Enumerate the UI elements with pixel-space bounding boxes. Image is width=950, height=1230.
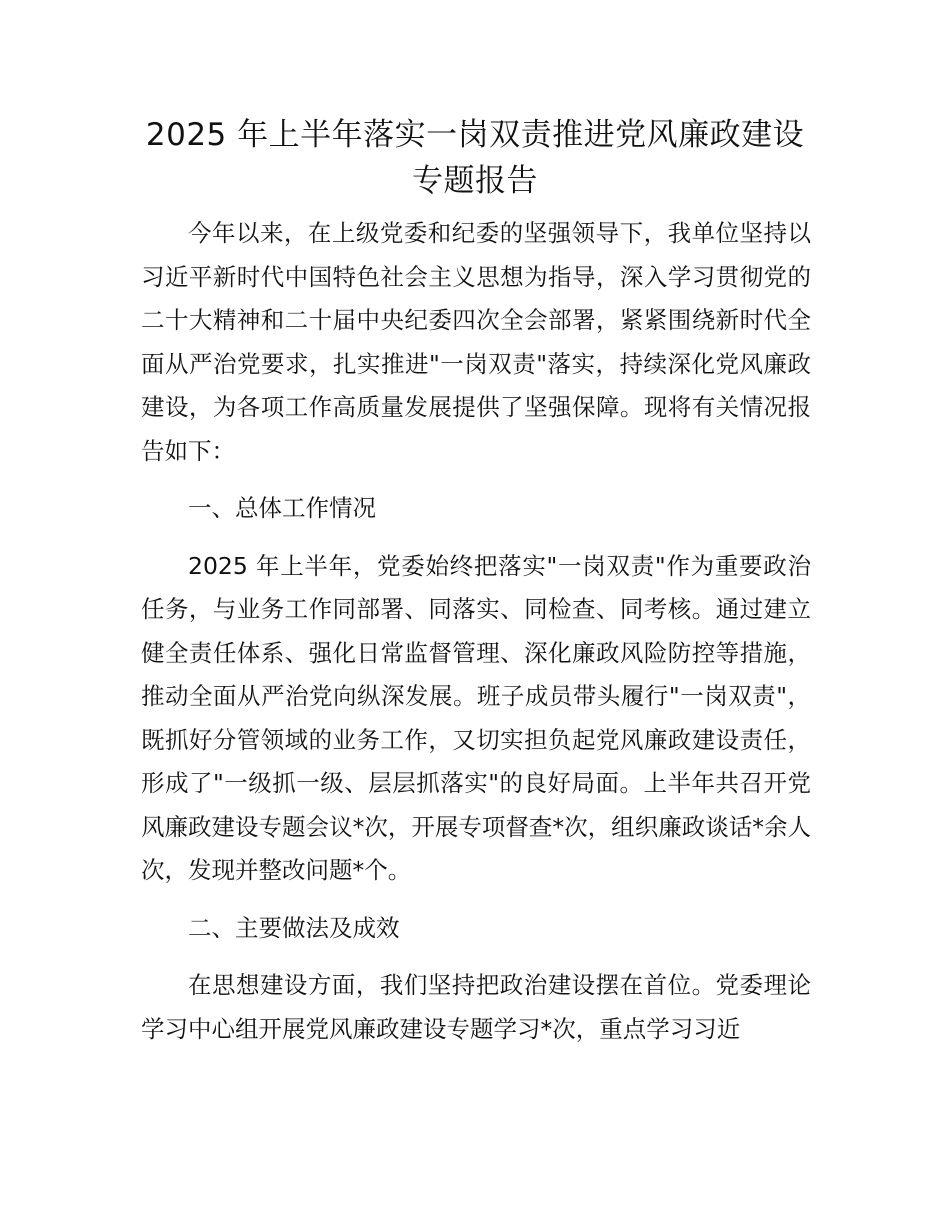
practices-paragraph: 在思想建设方面，我们坚持把政治建设摆在首位。党委理论学习中心组开展党风廉政建设专题学习*次，重点学习习近	[141, 971, 811, 1043]
intro-paragraph: 今年以来，在上级党委和纪委的坚强领导下，我单位坚持以习近平新时代中国特色社会主义思想为指导，深入学习贯彻党的二十大精神和二十届中央纪委四次全会部署，紧紧围绕新时代全面从严治党要求，扎实推进"一岗双责"落实，持续深化党风廉政建设，为各项工作高质量发展提供了坚强保障。现将有关情况报告如下：	[141, 219, 811, 465]
overall-paragraph: 2025 年上半年，党委始终把落实"一岗双责"作为重要政治任务，与业务工作同部署、同落实、同检查、同考核。通过建立健全责任体系、强化日常监督管理、深化廉政风险防控等措施，推动全面从严治党向纵深发展。班子成员带头履行"一岗双责"，既抓好分管领域的业务工作，又切实担负起党风廉政建设责任，形成了"一级抓一级、层层抓落实"的良好局面。上半年共召开党风廉政建设专题会议*次，开展专项督查*次，组织廉政谈话*余人次，发现并整改问题*个。	[141, 551, 811, 884]
document-body	[141, 212, 811, 1051]
section-heading-practices: 二、主要做法及成效	[188, 913, 400, 942]
document-title: 2025 年上半年落实一岗双责推进党风廉政建设专题报告	[145, 117, 805, 199]
section-heading-overall: 一、总体工作情况	[188, 494, 376, 522]
